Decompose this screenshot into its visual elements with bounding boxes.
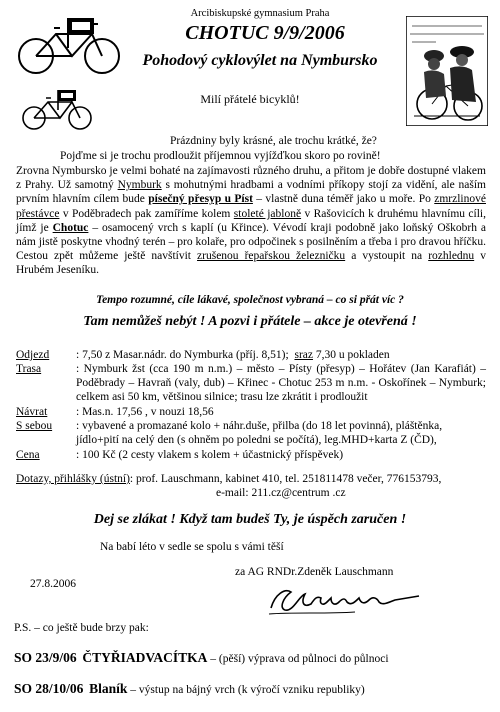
event-2: SO 28/10/06 Blaník – výstup na bájný vrch (k výročí vzniku republiky) (14, 681, 365, 696)
slogan-2: Tam nemůžeš nebýt ! A pozvi i přátele – akce je otevřená ! (83, 314, 417, 329)
bicycle-flag-illustration-small (20, 88, 94, 130)
greeting: Milí přátelé bicyklů! (200, 92, 300, 106)
place-prestavka: zmrzlinové přestávce (16, 193, 486, 220)
info-return: Návrat : Mas.n. 17,56 , v nouzi 18,56 (16, 406, 214, 418)
info-route: Trasa : Nymburk žst (cca 190 m n.m.) – město – Písty (přesyp) – Hořátev (Jan Karafiát) – Poděbrady – Havraň (valy, dub) – Křinec - Chotuc 253 m n.m. - Oskořínek – Nymburk; celkem asi 50 km, většinou silnice; trasu lze zkrátit i prodloužit (16, 363, 486, 404)
slogan-1: Tempo rozumné, cíle lákavé, společnost vybraná – co si přát víc ? (96, 294, 404, 306)
slogan-3: Dej se zlákat ! Když tam budeš Ty, je úspěch zaručen ! (93, 512, 407, 527)
closing-wish: Na babí léto v sedle se spolu s vámi těší (100, 541, 284, 553)
signature-name: za AG RNDr.Zdeněk Lauschmann (235, 566, 394, 578)
event-1: SO 23/9/06 ČTYŘIADVACÍTKA – (pěší) výprava od půlnoci do půlnoci (14, 650, 389, 665)
body-paragraph: Zrovna Nymbursko je velmi bohaté na zajímavosti různého druhu, a přitom je dobře dostupné vlakem z Prahy. Už samotný Nymburk s mohutnými hradbami a vodními příkopy stojí za vidění, ale naším prvním hlavním cílem bude písečný přesyp u Píst – vlastně duna téměř jako u moře. Po zmrzlinové přestávce v Poděbradech pak zamíříme kolem stoleté jabloně v Rašovicích k druhému hlavnímu cíli, jímž je Chotuc – osamocený vrch s kaplí (u Křince). Vévodí kraji podobně jako loňský Oškobrh a nám jistě poskytne vhodný terén – pro kolaře, pro odpočinek s posilněním a třeba i pro dravou hříčku. Cestou zpět můžeme ještě navštívit zrušenou řepařskou železničku a vystoupit na rozhlednu v Hrubém Jeseníku. (16, 165, 486, 277)
postscript: P.S. – co ještě bude brzy pak: (14, 622, 149, 634)
school-name: Arcibiskupské gymnasium Praha (190, 8, 330, 19)
contact-email: e-mail: 211.cz@centrum .cz (216, 487, 346, 500)
contact-label: Dotazy, přihlášky (ústní) (16, 473, 130, 485)
intro-line-2: Pojďme si je trochu prodloužit příjemnou vyjížďkou skoro po rovině! (60, 150, 381, 162)
document-date: 27.8.2006 (30, 578, 76, 590)
place-nymburk: Nymburk (117, 179, 162, 192)
place-zeleznicka: zrušenou řepařskou železničku (197, 250, 346, 263)
place-rozhledna: rozhlednu (428, 250, 475, 263)
handwritten-signature (265, 584, 425, 618)
place-chotuc: Chotuc (52, 221, 89, 234)
page-subtitle: Pohodový cyklovýlet na Nymbursko (142, 52, 378, 69)
place-jablon: stoleté jabloně (233, 207, 302, 220)
page-title: CHOTUC 9/9/2006 (185, 22, 345, 44)
place-presyp: písečný přesyp u Píst (148, 193, 253, 206)
contact: Dotazy, přihlášky (ústní): prof. Lauschmann, kabinet 410, tel. 251811478 večer, 776153793, e-mail: 211.cz@centrum .cz (16, 472, 491, 500)
info-price: Cena : 100 Kč (2 cesty vlakem s kolem + účastnický příspěvek) (16, 449, 344, 461)
bicycle-flag-illustration-large (14, 14, 124, 76)
intro-line-1: Prázdniny byly krásné, ale trochu krátké, že? (170, 135, 377, 147)
info-bring: S sebou : vybavené a promazané kolo + náhr.duše, přilba (do 18 let povinná), pláštěnka, jídlo+pití na celý den (s ohněm po poledni se počítá), leg.MHD+karta Z (ČD), (16, 420, 443, 447)
vintage-cyclists-engraving (406, 16, 488, 126)
info-departure: Odjezd : 7,50 z Masar.nádr. do Nymburka (příj. 8,51); sraz 7,30 u pokladen (16, 349, 390, 361)
